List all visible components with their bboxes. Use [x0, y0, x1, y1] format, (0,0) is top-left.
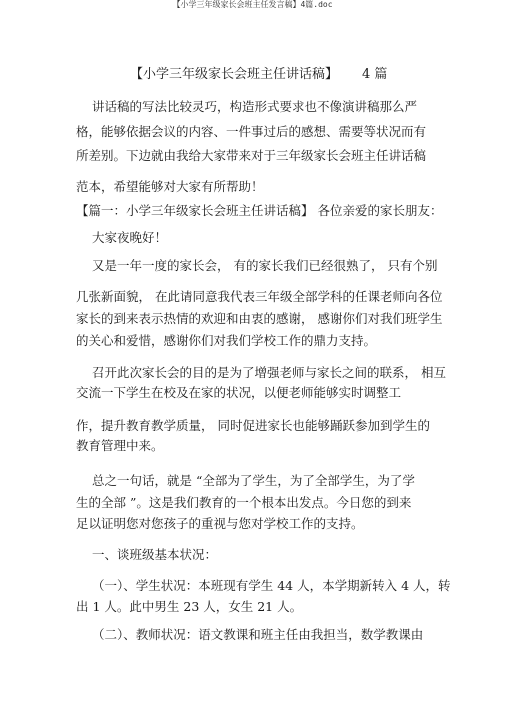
- paragraph-line: 召开此次家长会的目的是为了增强老师与家长之间的联系， 相互: [92, 365, 446, 380]
- paragraph-line: 生的全部 ”。这是我们教育的一个根本出发点。今日您的到来: [76, 495, 412, 510]
- paragraph-line: 几张新面貌， 在此请同意我代表三年级全部学科的任课老师向各位: [76, 289, 443, 304]
- paragraph-line: 范本，希望能够对大家有所帮助！: [76, 179, 264, 194]
- paragraph-line: 又是一年一度的家长会， 有的家长我们已经很熟了， 只有个别: [92, 258, 438, 273]
- paragraph-line: 足以证明您对您孩子的重视与您对学校工作的支持。: [76, 516, 364, 531]
- paragraph-line: 家长的到来表示热情的欢迎和由衷的感谢， 感谢你们对我们班学生: [76, 311, 443, 326]
- paragraph-line: 教育管理中来。: [76, 438, 164, 453]
- paragraph-line: 作，提升教育教学质量， 同时促进家长也能够踊跃参加到学生的: [76, 418, 430, 433]
- paragraph-line: 出 1 人。此中男生 23 人，女生 21 人。: [76, 599, 303, 614]
- paragraph-line: 交流一下学生在校及在家的状况，以便老师能够实时调整工: [76, 385, 402, 400]
- paragraph-line: （一）、学生状况：本班现有学生 44 人，本学期新转入 4 人，转: [92, 578, 451, 593]
- title-text: 【小学三年级家长会班主任讲话稿】: [130, 67, 339, 82]
- section-heading-line: 【篇一：小学三年级家长会班主任讲话稿】 各位亲爱的家长朋友：: [76, 203, 443, 218]
- title-count: 4 篇: [362, 67, 388, 82]
- paragraph-line: 总之一句话，就是 “全部为了学生，为了全部学生，为了学: [92, 473, 415, 488]
- paragraph-line: 所差别。下边就由我给大家带来对于三年级家长会班主任讲话稿: [76, 148, 427, 163]
- paragraph-line: 大家夜晚好！: [92, 230, 168, 245]
- list-heading-line: 一、谈班级基本状况：: [92, 547, 218, 562]
- document-filename-header: 【小学三年级家长会班主任发言稿】4篇.doc: [172, 0, 333, 9]
- paragraph-line: 的关心和爱惜，感谢你们对我们学校工作的鼎力支持。: [76, 333, 377, 348]
- paragraph-line: 格，能够依据会议的内容、一件事过后的感想、需要等状况而有: [76, 124, 427, 139]
- paragraph-line: 讲话稿的写法比较灵巧，构造形式要求也不像演讲稿那么严: [92, 99, 418, 114]
- paragraph-line: （二）、教师状况：语文教课和班主任由我担当，数学教课由: [92, 627, 424, 642]
- document-title: [130, 67, 387, 83]
